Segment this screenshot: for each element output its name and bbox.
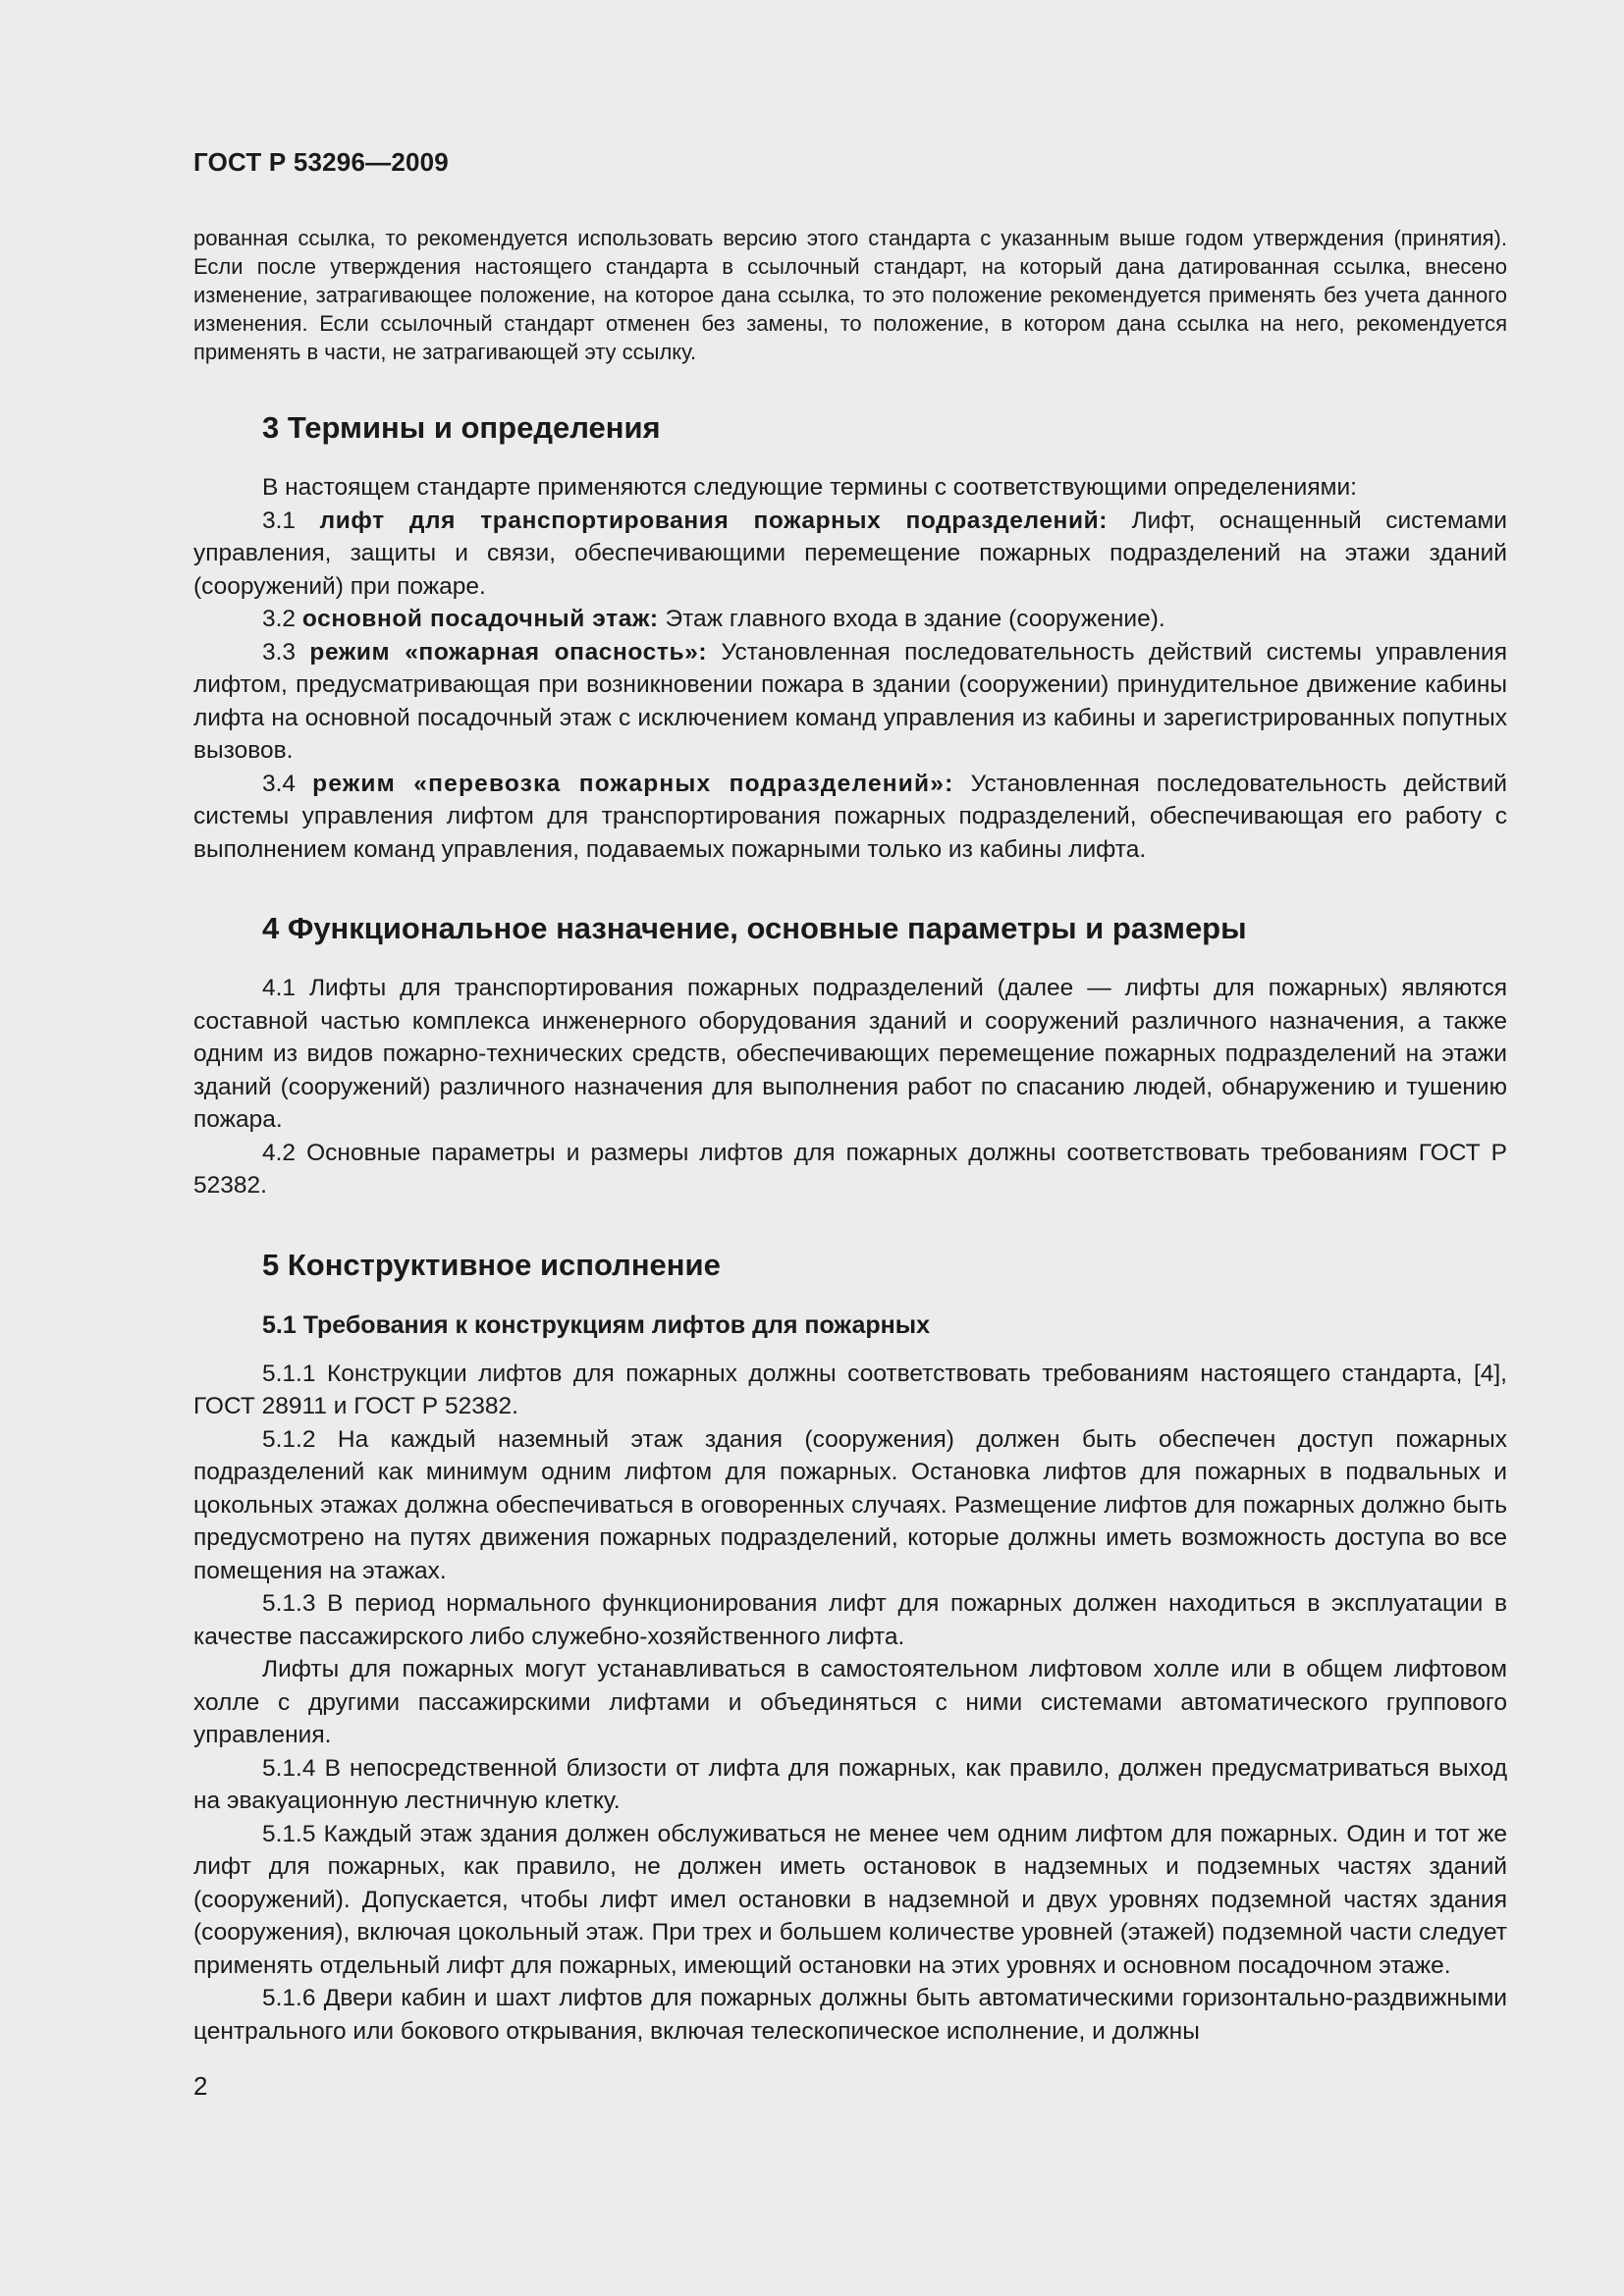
section-5-title: 5 Конструктивное исполнение <box>262 1247 721 1282</box>
paragraph-5-1-2: 5.1.2 На каждый наземный этаж здания (сооружения) должен быть обеспечен доступ пожарных подразделений как минимум одним лифтом для пожарных. Остановка лифтов для пожарных в подвальных и цокольных этажах должна обеспечиваться в оговоренных случаях. Размещение лифтов для пожарных должно быть предусмотрено на путях движения пожарных подразделений, которые должны иметь возможность доступа во все помещения на этажах. <box>193 1425 1507 1584</box>
section-3-intro: В настоящем стандарте применяются следующие термины с соответствующими определениями: <box>262 474 1357 501</box>
paragraph-5-1-3-cont: Лифты для пожарных могут устанавливаться в самостоятельном лифтовом холле или в общем лифтовом холле с другими пассажирскими лифтами и объединяться с ними системами автоматического группового управления. <box>193 1656 1507 1748</box>
term-definition: Этаж главного входа в здание (сооружение). <box>658 606 1165 632</box>
term-3-2 <box>193 603 1507 636</box>
term-name: режим «перевозка пожарных подразделений»: <box>312 770 954 797</box>
term-definition: Установленная последовательность действий системы управления лифтом для транспортирования пожарных подразделений, обеспечивающая его работу с выполнением команд управления, подаваемых пожарными только из кабины лифта. <box>193 770 1507 863</box>
section-3-title: 3 Термины и определения <box>262 410 661 445</box>
term-3-1 <box>193 505 1507 604</box>
paragraph-5-1-3: 5.1.3 В период нормального функционирования лифт для пожарных должен находиться в эксплуатации в качестве пассажирского либо служебно-хозяйственного лифта. <box>193 1590 1507 1650</box>
page-content <box>193 224 1507 2048</box>
term-name: основной посадочный этаж: <box>301 606 659 632</box>
term-3-4 <box>193 768 1507 867</box>
paragraph-5-1-1: 5.1.1 Конструкции лифтов для пожарных должны соответствовать требованиям настоящего стандарта, [4], ГОСТ 28911 и ГОСТ Р 52382. <box>193 1360 1507 1419</box>
intro-paragraph: рованная ссылка, то рекомендуется использовать версию этого стандарта с указанным выше годом утверждения (принятия). Если после утверждения настоящего стандарта в ссылочный стандарт, на который дана датированная ссылка, внесено изменение, затрагивающее положение, на которое дана ссылка, то это положение рекомендуется применять без учета данного изменения. Если ссылочный стандарт отменен без замены, то положение, в котором дана ссылка на него, рекомендуется применять в части, не затрагивающей эту ссылку. <box>193 226 1507 364</box>
term-definition: Установленная последовательность действий системы управления лифтом, предусматривающая при возникновении пожара в здании (сооружении) принудительное движение кабины лифта на основной посадочный этаж с исключением команд управления из кабины и зарегистрированных попутных вызовов. <box>193 638 1507 764</box>
term-3-3 <box>193 636 1507 768</box>
term-name: лифт для транспортирования пожарных подразделений: <box>319 507 1109 534</box>
term-number: 3.2 <box>262 606 302 632</box>
term-name: режим «пожарная опасность»: <box>309 638 708 666</box>
subsection-5-1-title: 5.1 Требования к конструкциям лифтов для пожарных <box>262 1310 930 1339</box>
term-number: 3.4 <box>262 770 313 797</box>
paragraph-4-2: 4.2 Основные параметры и размеры лифтов для пожарных должны соответствовать требованиям ГОСТ Р 52382. <box>193 1139 1507 1199</box>
term-definition: Лифт, оснащенный системами управления, защиты и связи, обеспечивающими перемещение пожарных подразделений на этажи зданий (сооружений) при пожаре. <box>193 507 1507 600</box>
paragraph-5-1-6: 5.1.6 Двери кабин и шахт лифтов для пожарных должны быть автоматическими горизонтально-раздвижными центрального или бокового открывания, включая телескопическое исполнение, и должны <box>193 1985 1507 2045</box>
term-number: 3.3 <box>262 638 310 666</box>
document-header: ГОСТ Р 53296—2009 <box>193 147 449 177</box>
page-number: 2 <box>193 2071 208 2101</box>
section-4-title: 4 Функциональное назначение, основные параметры и размеры <box>262 911 1247 945</box>
paragraph-5-1-5: 5.1.5 Каждый этаж здания должен обслуживаться не менее чем одним лифтом для пожарных. Один и тот же лифт для пожарных, как правило, не должен иметь остановок в надземных и подземных частях зданий (сооружений). Допускается, чтобы лифт имел остановки в надземной и двух уровнях подземной частях здания (сооружения), включая цокольный этаж. При трех и большем количестве уровней (этажей) подземной части следует применять отдельный лифт для пожарных, имеющий остановки на этих уровнях и основном посадочном этаже. <box>193 1820 1507 1979</box>
term-number: 3.1 <box>262 507 320 534</box>
paragraph-4-1: 4.1 Лифты для транспортирования пожарных подразделений (далее — лифты для пожарных) являются составной частью комплекса инженерного оборудования зданий и сооружений различного назначения, а также одним из видов пожарно-технических средств, обеспечивающих перемещение пожарных подразделений на этажи зданий (сооружений) различного назначения для выполнения работ по спасанию людей, обнаружению и тушению пожара. <box>193 975 1507 1133</box>
paragraph-5-1-4: 5.1.4 В непосредственной близости от лифта для пожарных, как правило, должен предусматриваться выход на эвакуационную лестничную клетку. <box>193 1754 1507 1814</box>
